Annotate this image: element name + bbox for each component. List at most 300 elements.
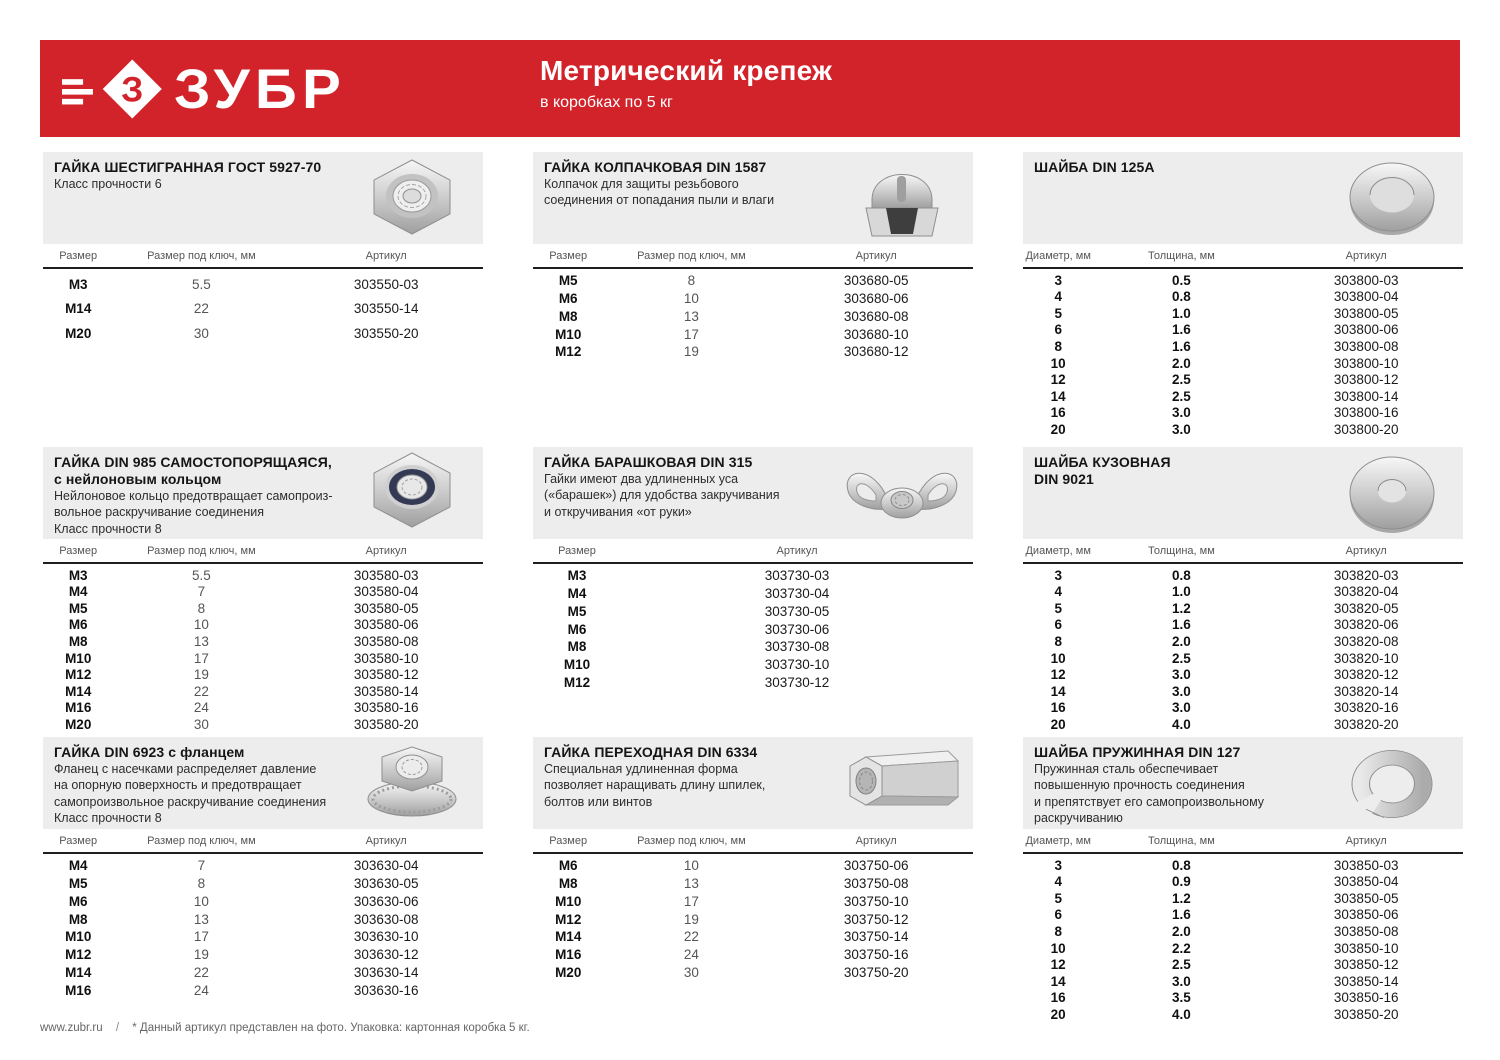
table-cell: М20 bbox=[555, 964, 582, 980]
column-header: Толщина, мм bbox=[1148, 545, 1215, 557]
table-cell: 303800-20 bbox=[1333, 421, 1399, 437]
table-cell: 8 bbox=[1054, 338, 1062, 354]
table-row bbox=[1023, 421, 1463, 438]
table-cell: 6 bbox=[1054, 617, 1062, 633]
table-cell: 303630-05 bbox=[353, 875, 419, 891]
table-cell: 3 bbox=[1054, 272, 1062, 288]
table-cell: 303550-03 bbox=[353, 276, 419, 292]
table-cell: 10 bbox=[193, 617, 209, 633]
column-header: Размер bbox=[549, 835, 588, 847]
table-body bbox=[1023, 564, 1463, 733]
table-row bbox=[43, 600, 483, 617]
table-cell: М20 bbox=[65, 325, 92, 341]
table-row bbox=[533, 875, 973, 893]
table-row bbox=[533, 893, 973, 911]
table-header-row bbox=[533, 545, 973, 564]
card-description bbox=[544, 761, 831, 810]
table-cell: 5 bbox=[1054, 600, 1062, 616]
table-cell: 1.0 bbox=[1172, 305, 1191, 321]
table-cell: М8 bbox=[558, 308, 578, 324]
table-cell: 13 bbox=[193, 911, 209, 927]
table-cell: 1.6 bbox=[1172, 338, 1191, 354]
table-cell: 2.5 bbox=[1172, 650, 1191, 666]
table-cell: 17 bbox=[193, 650, 209, 666]
table-row bbox=[533, 290, 973, 308]
column-header: Диаметр, мм bbox=[1025, 545, 1091, 557]
table-cell: 303730-04 bbox=[764, 585, 830, 601]
table-row bbox=[43, 584, 483, 601]
table-row bbox=[43, 928, 483, 946]
table-row bbox=[1023, 683, 1463, 700]
table-cell: М8 bbox=[567, 639, 587, 655]
table-row bbox=[533, 656, 973, 674]
card-description-line: соединения от попадания пыли и влаги bbox=[544, 193, 775, 208]
table-cell: 2.5 bbox=[1172, 388, 1191, 404]
table-row bbox=[1023, 338, 1463, 355]
table-row bbox=[43, 700, 483, 717]
product-card bbox=[43, 447, 483, 733]
card-title bbox=[544, 744, 831, 761]
table-cell: 10 bbox=[1050, 650, 1066, 666]
table-cell: 303850-20 bbox=[1333, 1006, 1399, 1022]
table-row bbox=[1023, 716, 1463, 733]
table-row bbox=[43, 910, 483, 928]
table-cell: 303820-06 bbox=[1333, 617, 1399, 633]
product-photo-fender-washer bbox=[1325, 449, 1459, 537]
table-cell: 2.5 bbox=[1172, 957, 1191, 973]
table-cell: 24 bbox=[193, 982, 209, 998]
product-card bbox=[1023, 447, 1463, 733]
table-row bbox=[1023, 633, 1463, 650]
column-header: Размер под ключ, мм bbox=[147, 545, 256, 557]
table-row bbox=[1023, 650, 1463, 667]
table-cell: 303580-12 bbox=[353, 667, 419, 683]
table-cell: М4 bbox=[68, 584, 88, 600]
table-cell: 303580-04 bbox=[353, 584, 419, 600]
table-row bbox=[533, 585, 973, 603]
table-row bbox=[43, 567, 483, 584]
card-title bbox=[1034, 159, 1321, 176]
table-row bbox=[1023, 990, 1463, 1007]
table-row bbox=[533, 964, 973, 982]
table-row bbox=[1023, 957, 1463, 974]
table-row bbox=[1023, 617, 1463, 634]
table-cell: М14 bbox=[555, 929, 582, 945]
table-cell: 303800-12 bbox=[1333, 372, 1399, 388]
table-row bbox=[43, 875, 483, 893]
table-row bbox=[1023, 890, 1463, 907]
table-row bbox=[533, 272, 973, 290]
table-cell: 5 bbox=[1054, 305, 1062, 321]
table-cell: М8 bbox=[68, 911, 88, 927]
table-cell: 303750-10 bbox=[843, 893, 909, 909]
table-row bbox=[1023, 584, 1463, 601]
table-cell: 303850-08 bbox=[1333, 923, 1399, 939]
table-cell: 303800-10 bbox=[1333, 355, 1399, 371]
table-cell: М5 bbox=[567, 603, 587, 619]
product-photo-lock-nut bbox=[345, 449, 479, 537]
table-header-row bbox=[533, 835, 973, 854]
table-cell: 303820-03 bbox=[1333, 567, 1399, 583]
table-body bbox=[533, 564, 973, 692]
table-cell: 303680-08 bbox=[843, 308, 909, 324]
table-cell: 303800-03 bbox=[1333, 272, 1399, 288]
table-row bbox=[1023, 700, 1463, 717]
table-cell: 10 bbox=[1050, 940, 1066, 956]
table-row bbox=[1023, 667, 1463, 684]
table-row bbox=[1023, 405, 1463, 422]
card-description-line: Фланец с насечками распределяет давление bbox=[54, 762, 317, 776]
table-row bbox=[43, 650, 483, 667]
card-header-block bbox=[533, 152, 973, 244]
table-cell: 3.0 bbox=[1172, 421, 1191, 437]
card-title-line: ШАЙБА ПРУЖИННАЯ DIN 127 bbox=[1034, 744, 1241, 760]
table-cell: 17 bbox=[193, 929, 209, 945]
table-row bbox=[43, 857, 483, 875]
table-cell: 17 bbox=[683, 326, 699, 342]
card-header-block bbox=[43, 152, 483, 244]
product-photo-frame bbox=[1325, 739, 1459, 827]
table-cell: 303580-08 bbox=[353, 633, 419, 649]
table-body bbox=[1023, 854, 1463, 1023]
card-description-line: Пружинная сталь обеспечивает bbox=[1034, 762, 1219, 776]
table-cell: 30 bbox=[683, 964, 699, 980]
table-cell: 3.0 bbox=[1172, 405, 1191, 421]
table-cell: 303800-08 bbox=[1333, 338, 1399, 354]
table-cell: М6 bbox=[68, 617, 88, 633]
table-cell: 303820-04 bbox=[1333, 584, 1399, 600]
table-cell: М14 bbox=[65, 964, 92, 980]
table-cell: 303800-05 bbox=[1333, 305, 1399, 321]
product-card bbox=[533, 152, 973, 361]
table-row bbox=[1023, 289, 1463, 306]
product-card bbox=[43, 737, 483, 999]
column-header: Артикул bbox=[1345, 545, 1387, 557]
card-description-line: раскручиванию bbox=[1034, 811, 1123, 826]
card-header-block bbox=[533, 447, 973, 539]
table-row bbox=[43, 297, 483, 322]
table-cell: 303630-10 bbox=[353, 929, 419, 945]
card-title-line: ГАЙКА DIN 985 САМОСТОПОРЯЩАЯСЯ, bbox=[54, 454, 332, 470]
table-cell: 8 bbox=[1054, 633, 1062, 649]
table-row bbox=[1023, 857, 1463, 874]
table-row bbox=[1023, 1006, 1463, 1023]
card-header-block bbox=[1023, 737, 1463, 829]
table-cell: 303850-12 bbox=[1333, 957, 1399, 973]
table-row bbox=[43, 716, 483, 733]
table-body bbox=[1023, 269, 1463, 438]
table-cell: 303580-03 bbox=[353, 567, 419, 583]
table-cell: М14 bbox=[65, 683, 92, 699]
table-cell: 303750-16 bbox=[843, 947, 909, 963]
column-header: Артикул bbox=[855, 250, 897, 262]
column-header: Артикул bbox=[365, 545, 407, 557]
card-description-line: болтов или винтов bbox=[544, 794, 653, 809]
table-cell: 303800-14 bbox=[1333, 388, 1399, 404]
table-row bbox=[1023, 940, 1463, 957]
table-cell: 303580-05 bbox=[353, 600, 419, 616]
product-card bbox=[43, 152, 483, 346]
table-cell: 17 bbox=[683, 893, 699, 909]
card-description-line: и препятствует его самопроизвольному bbox=[1034, 794, 1265, 809]
card-description bbox=[1034, 761, 1321, 827]
table-cell: 10 bbox=[683, 858, 699, 874]
table-cell: 16 bbox=[1050, 990, 1066, 1006]
table-cell: 303820-20 bbox=[1333, 716, 1399, 732]
table-row bbox=[533, 857, 973, 875]
table-cell: 3 bbox=[1054, 567, 1062, 583]
table-cell: 3.0 bbox=[1172, 973, 1191, 989]
table-cell: 20 bbox=[1050, 1006, 1066, 1022]
table-cell: 13 bbox=[683, 875, 699, 891]
table-cell: 303850-04 bbox=[1333, 874, 1399, 890]
card-description-line: вольное раскручивание соединения bbox=[54, 505, 265, 520]
card-header-block bbox=[1023, 152, 1463, 244]
zubr-logo bbox=[62, 46, 347, 131]
table-row bbox=[43, 946, 483, 964]
card-description-line: Колпачок для защиты резьбового bbox=[544, 177, 739, 191]
table-row bbox=[43, 321, 483, 346]
card-title-line: с нейлоновым кольцом bbox=[54, 471, 222, 487]
card-title-line: ГАЙКА ШЕСТИГРАННАЯ ГОСТ 5927-70 bbox=[54, 159, 322, 175]
table-cell: 12 bbox=[1050, 957, 1066, 973]
table-cell: 24 bbox=[683, 947, 699, 963]
table-cell: 303630-08 bbox=[353, 911, 419, 927]
card-header-block bbox=[43, 447, 483, 539]
table-cell: М10 bbox=[65, 650, 92, 666]
table-cell: М5 bbox=[558, 273, 578, 289]
card-description-line: самопроизвольное раскручивание соединения bbox=[54, 794, 327, 809]
table-cell: 303750-12 bbox=[843, 911, 909, 927]
table-row bbox=[533, 603, 973, 621]
table-row bbox=[1023, 600, 1463, 617]
table-cell: 16 bbox=[1050, 700, 1066, 716]
column-header: Толщина, мм bbox=[1148, 835, 1215, 847]
table-cell: М8 bbox=[68, 633, 88, 649]
card-title bbox=[1034, 744, 1321, 761]
table-header-row bbox=[1023, 545, 1463, 564]
product-card bbox=[533, 737, 973, 982]
column-header: Размер под ключ, мм bbox=[637, 835, 746, 847]
table-cell: 1.2 bbox=[1172, 890, 1191, 906]
table-cell: 303630-06 bbox=[353, 893, 419, 909]
table-cell: 303820-08 bbox=[1333, 633, 1399, 649]
banner-text bbox=[540, 55, 832, 112]
table-row bbox=[1023, 372, 1463, 389]
column-header: Размер bbox=[59, 545, 98, 557]
table-row bbox=[1023, 305, 1463, 322]
card-header-block bbox=[533, 737, 973, 829]
product-photo-flange-nut bbox=[345, 739, 479, 827]
table-cell: М20 bbox=[65, 716, 92, 732]
product-photo-frame bbox=[835, 449, 969, 537]
card-description-line: и откручивания «от руки» bbox=[544, 504, 692, 519]
column-header: Артикул bbox=[1345, 250, 1387, 262]
card-title bbox=[544, 159, 831, 176]
product-photo-coupling-nut bbox=[835, 739, 969, 827]
table-cell: 12 bbox=[1050, 667, 1066, 683]
table-body bbox=[43, 269, 483, 346]
table-cell: 3.0 bbox=[1172, 667, 1191, 683]
table-cell: 303850-06 bbox=[1333, 907, 1399, 923]
table-cell: 303850-03 bbox=[1333, 857, 1399, 873]
table-row bbox=[43, 893, 483, 911]
column-header: Артикул bbox=[365, 250, 407, 262]
card-description bbox=[544, 176, 831, 209]
table-cell: 303750-14 bbox=[843, 929, 909, 945]
table-cell: 303800-04 bbox=[1333, 289, 1399, 305]
table-cell: М3 bbox=[567, 568, 587, 584]
table-row bbox=[1023, 355, 1463, 372]
table-cell: 303750-20 bbox=[843, 964, 909, 980]
product-card bbox=[533, 447, 973, 692]
card-title-line: ГАЙКА ПЕРЕХОДНАЯ DIN 6334 bbox=[544, 744, 758, 760]
table-cell: 303850-14 bbox=[1333, 973, 1399, 989]
column-header: Размер под ключ, мм bbox=[147, 250, 256, 262]
table-cell: 19 bbox=[683, 344, 699, 360]
card-title-line: ГАЙКА DIN 6923 с фланцем bbox=[54, 744, 245, 760]
card-description-line: позволяет наращивать длину шпилек, bbox=[544, 778, 766, 793]
table-cell: 2.2 bbox=[1172, 940, 1191, 956]
table-cell: М16 bbox=[65, 700, 92, 716]
table-cell: М16 bbox=[555, 947, 582, 963]
table-body bbox=[533, 854, 973, 982]
table-cell: 30 bbox=[193, 325, 209, 341]
table-row bbox=[533, 343, 973, 361]
table-cell: М12 bbox=[65, 947, 92, 963]
table-cell: М10 bbox=[555, 893, 582, 909]
table-cell: М6 bbox=[68, 893, 88, 909]
table-cell: 13 bbox=[683, 308, 699, 324]
brand-name: ЗУБР bbox=[174, 56, 347, 120]
table-cell: 303850-10 bbox=[1333, 940, 1399, 956]
table-cell: 303820-16 bbox=[1333, 700, 1399, 716]
table-cell: 14 bbox=[1050, 973, 1066, 989]
product-photo-frame bbox=[345, 739, 479, 827]
table-cell: 2.0 bbox=[1172, 355, 1191, 371]
card-description-line: («барашек») для удобства закручивания bbox=[544, 488, 780, 503]
table-cell: 303820-12 bbox=[1333, 667, 1399, 683]
column-header: Артикул bbox=[776, 545, 818, 557]
zubr-logo-mark-icon bbox=[62, 48, 166, 130]
website-link[interactable]: www.zubr.ru bbox=[40, 1022, 103, 1034]
table-cell: 1.0 bbox=[1172, 584, 1191, 600]
table-cell: 5.5 bbox=[192, 567, 211, 583]
table-cell: 2.0 bbox=[1172, 633, 1191, 649]
table-cell: 303630-04 bbox=[353, 858, 419, 874]
footer-note: * Данный артикул представлен на фото. Упаковка: картонная коробка 5 кг. bbox=[132, 1022, 530, 1034]
table-cell: 6 bbox=[1054, 322, 1062, 338]
table-cell: 0.8 bbox=[1172, 857, 1191, 873]
card-description-line: Гайки имеют два удлиненных уса bbox=[544, 472, 739, 486]
table-cell: 4 bbox=[1054, 584, 1062, 600]
table-row bbox=[43, 633, 483, 650]
column-header: Диаметр, мм bbox=[1025, 250, 1091, 262]
product-photo-flat-washer bbox=[1325, 154, 1459, 242]
table-cell: 303630-16 bbox=[353, 982, 419, 998]
table-cell: 7 bbox=[197, 584, 206, 600]
table-cell: 303800-06 bbox=[1333, 322, 1399, 338]
page-title: Метрический крепеж bbox=[540, 55, 833, 86]
table-row bbox=[43, 667, 483, 684]
table-cell: 10 bbox=[1050, 355, 1066, 371]
table-cell: 303750-06 bbox=[843, 858, 909, 874]
table-body bbox=[43, 854, 483, 999]
table-row bbox=[1023, 322, 1463, 339]
table-header-row bbox=[1023, 835, 1463, 854]
table-header-row bbox=[43, 545, 483, 564]
table-row bbox=[533, 910, 973, 928]
table-cell: М10 bbox=[563, 657, 591, 673]
table-row bbox=[533, 325, 973, 343]
table-cell: М12 bbox=[563, 674, 591, 690]
table-row bbox=[1023, 923, 1463, 940]
table-cell: М10 bbox=[65, 929, 92, 945]
product-card bbox=[1023, 737, 1463, 1023]
table-body bbox=[533, 269, 973, 361]
table-cell: 30 bbox=[193, 716, 209, 732]
table-cell: М3 bbox=[68, 567, 88, 583]
table-cell: 4 bbox=[1054, 874, 1062, 890]
table-cell: 303850-16 bbox=[1333, 990, 1399, 1006]
table-cell: 303730-03 bbox=[764, 568, 830, 584]
product-photo-cap-nut bbox=[835, 154, 969, 242]
table-cell: 0.8 bbox=[1172, 289, 1191, 305]
table-cell: 3.0 bbox=[1172, 683, 1191, 699]
card-title-line: DIN 9021 bbox=[1034, 471, 1094, 487]
card-description-line: на опорную поверхность и предотвращает bbox=[54, 778, 302, 793]
table-cell: 303580-14 bbox=[353, 683, 419, 699]
table-cell: 8 bbox=[687, 273, 696, 289]
table-cell: 4.0 bbox=[1172, 1006, 1191, 1022]
card-title-line: ГАЙКА КОЛПАЧКОВАЯ DIN 1587 bbox=[544, 159, 767, 175]
card-description bbox=[54, 176, 341, 192]
table-cell: 6 bbox=[1054, 907, 1062, 923]
table-cell: 303550-14 bbox=[353, 301, 419, 317]
card-title-line: ГАЙКА БАРАШКОВАЯ DIN 315 bbox=[544, 454, 753, 470]
card-description-line: Специальная удлиненная форма bbox=[544, 762, 738, 776]
card-description bbox=[544, 471, 831, 520]
table-cell: 19 bbox=[683, 911, 699, 927]
table-cell: 303630-14 bbox=[353, 964, 419, 980]
table-cell: 10 bbox=[683, 290, 699, 306]
cards-grid bbox=[43, 152, 1463, 1023]
table-cell: 19 bbox=[193, 667, 209, 683]
column-header: Размер bbox=[558, 545, 596, 557]
table-row bbox=[533, 567, 973, 585]
table-row bbox=[1023, 874, 1463, 891]
page-footer bbox=[40, 1022, 530, 1034]
table-cell: 303580-06 bbox=[353, 617, 419, 633]
card-title-line: ШАЙБА DIN 125A bbox=[1034, 159, 1155, 175]
table-cell: М5 bbox=[68, 875, 88, 891]
table-cell: 1.2 bbox=[1172, 600, 1191, 616]
table-body bbox=[43, 564, 483, 733]
table-cell: 303580-10 bbox=[353, 650, 419, 666]
table-cell: М12 bbox=[65, 667, 92, 683]
product-photo-hex-nut bbox=[345, 154, 479, 242]
table-cell: 303750-08 bbox=[843, 875, 909, 891]
table-cell: 5.5 bbox=[192, 276, 211, 292]
footer-separator: / bbox=[115, 1022, 120, 1034]
table-header-row bbox=[533, 250, 973, 269]
column-header: Размер bbox=[59, 250, 98, 262]
table-cell: 14 bbox=[1050, 388, 1066, 404]
product-photo-frame bbox=[345, 154, 479, 242]
table-cell: 303730-08 bbox=[764, 639, 830, 655]
table-cell: 0.8 bbox=[1172, 567, 1191, 583]
column-header: Размер bbox=[59, 835, 98, 847]
